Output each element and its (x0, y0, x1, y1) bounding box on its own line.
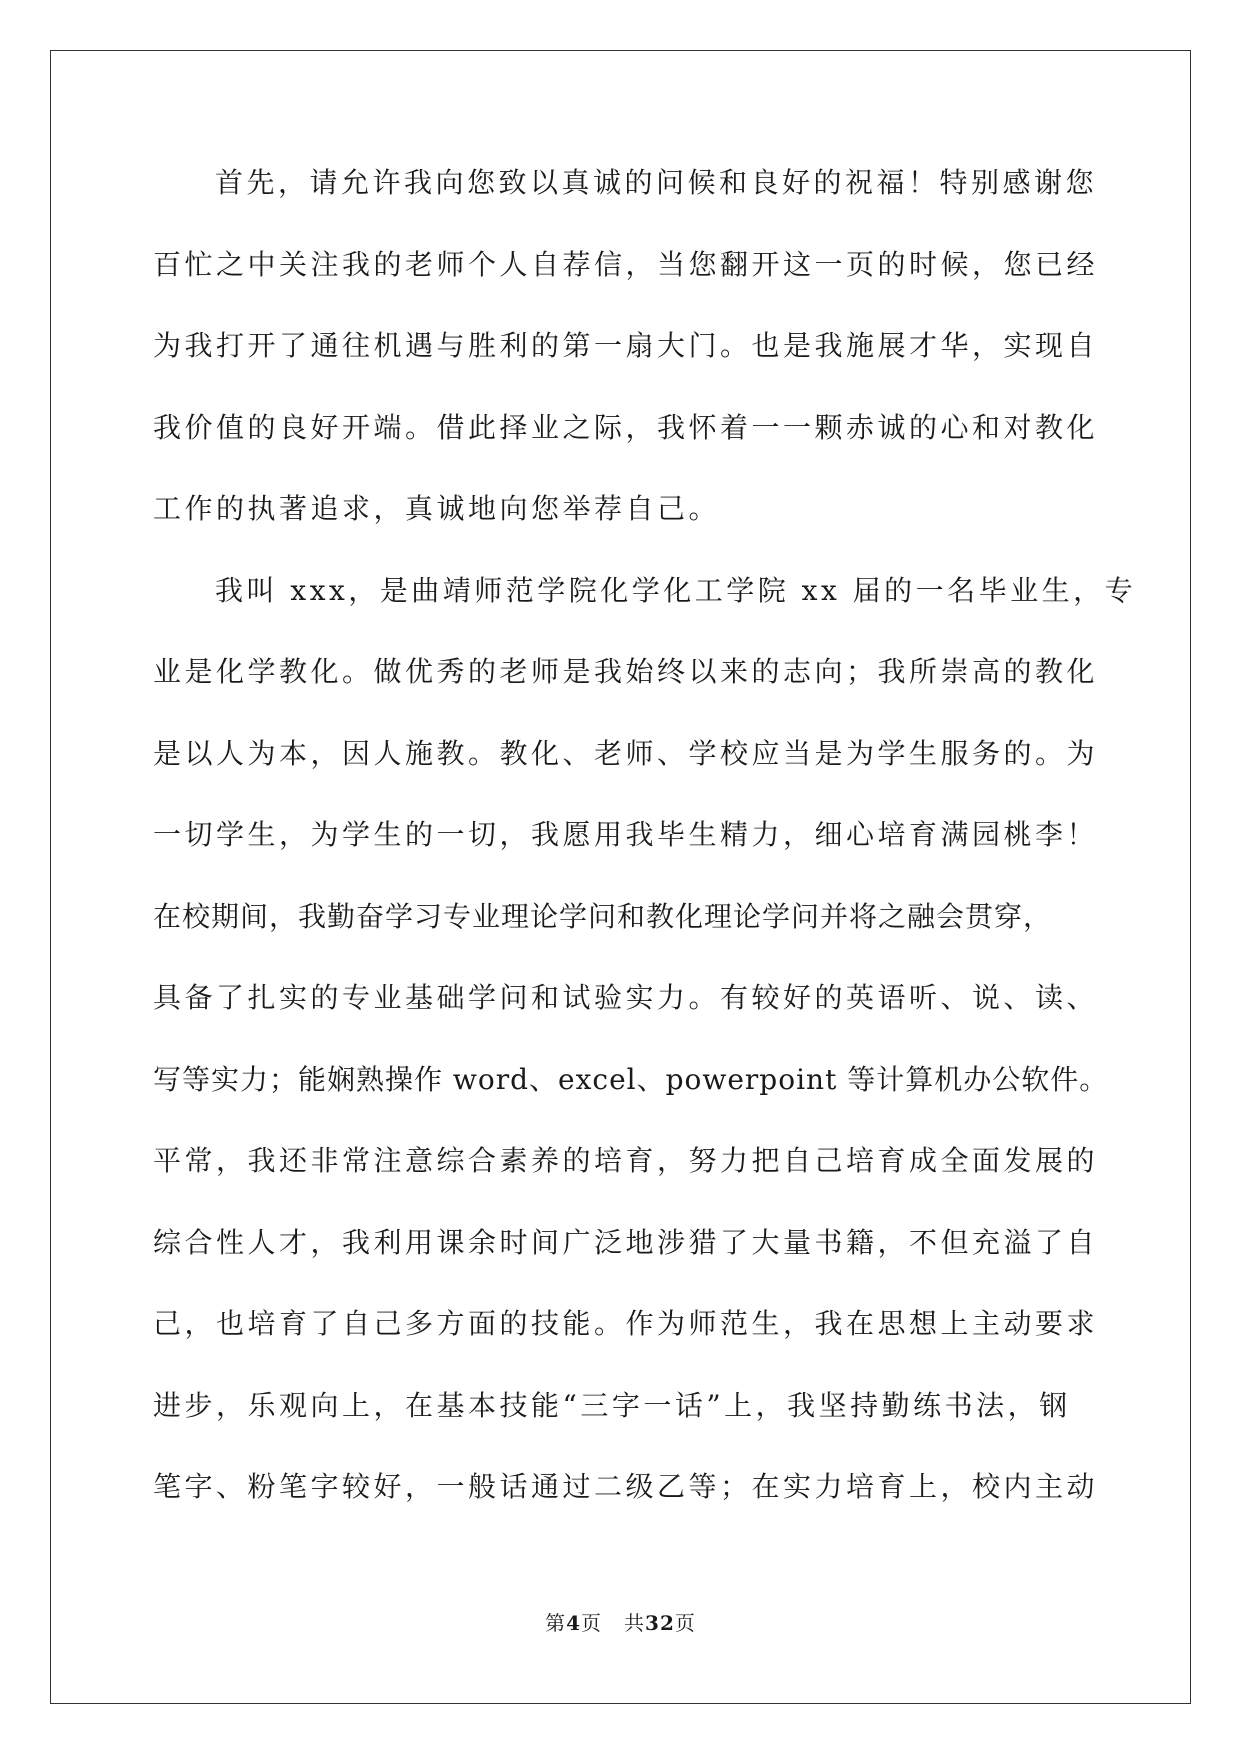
body-line: 平常，我还非常注意综合素养的培育，努力把自己培育成全面发展的 (153, 1144, 1099, 1177)
body-line: 具备了扎实的专业基础学问和试验实力。有较好的英语听、说、读、 (153, 981, 1099, 1014)
body-line: 写等实力；能娴熟操作 word、excel、powerpoint 等计算机办公软件。 (153, 1062, 1109, 1096)
total-pages: 32 (645, 1611, 675, 1635)
page-number: 4 (566, 1611, 582, 1635)
body-line: 业是化学教化。做优秀的老师是我始终以来的志向；我所崇高的教化 (153, 655, 1099, 688)
body-line: 工作的执著追求，真诚地向您举荐自己。 (153, 492, 721, 525)
body-line: 进步，乐观向上，在基本技能“三字一话”上，我坚持勤练书法，钢 (153, 1388, 1071, 1422)
body-line: 一切学生，为学生的一切，我愿用我毕生精力，细心培育满园桃李！ (153, 818, 1099, 851)
total-suffix: 页 (674, 1611, 696, 1635)
body-line: 为我打开了通往机遇与胜利的第一扇大门。也是我施展才华，实现自 (153, 329, 1099, 362)
body-line: 笔字、粉笔字较好，一般话通过二级乙等；在实力培育上，校内主动 (153, 1470, 1099, 1503)
document-body (153, 162, 1137, 1548)
body-line: 首先，请允许我向您致以真诚的问候和良好的祝福！特别感谢您 (215, 166, 1098, 199)
body-line: 在校期间，我勤奋学习专业理论学问和教化理论学问并将之融会贯穿， (153, 899, 1053, 933)
body-line: 百忙之中关注我的老师个人自荐信，当您翻开这一页的时候，您已经 (153, 247, 1099, 281)
body-line: 己，也培育了自己多方面的技能。作为师范生，我在思想上主动要求 (153, 1307, 1099, 1340)
total-prefix: 共 (624, 1611, 646, 1635)
body-line: 是以人为本，因人施教。教化、老师、学校应当是为学生服务的。为 (153, 736, 1099, 770)
body-line: 我价值的良好开端。借此择业之际，我怀着一一颗赤诚的心和对教化 (153, 410, 1099, 444)
page-suffix: 页 (581, 1611, 603, 1635)
body-line: 综合性人才，我利用课余时间广泛地涉猎了大量书籍，不但充溢了自 (153, 1225, 1099, 1259)
page-footer (0, 1610, 1241, 1636)
page-prefix: 第 (545, 1611, 567, 1635)
body-line: 我叫 xxx，是曲靖师范学院化学化工学院 xx 届的一名毕业生，专 (215, 573, 1137, 607)
